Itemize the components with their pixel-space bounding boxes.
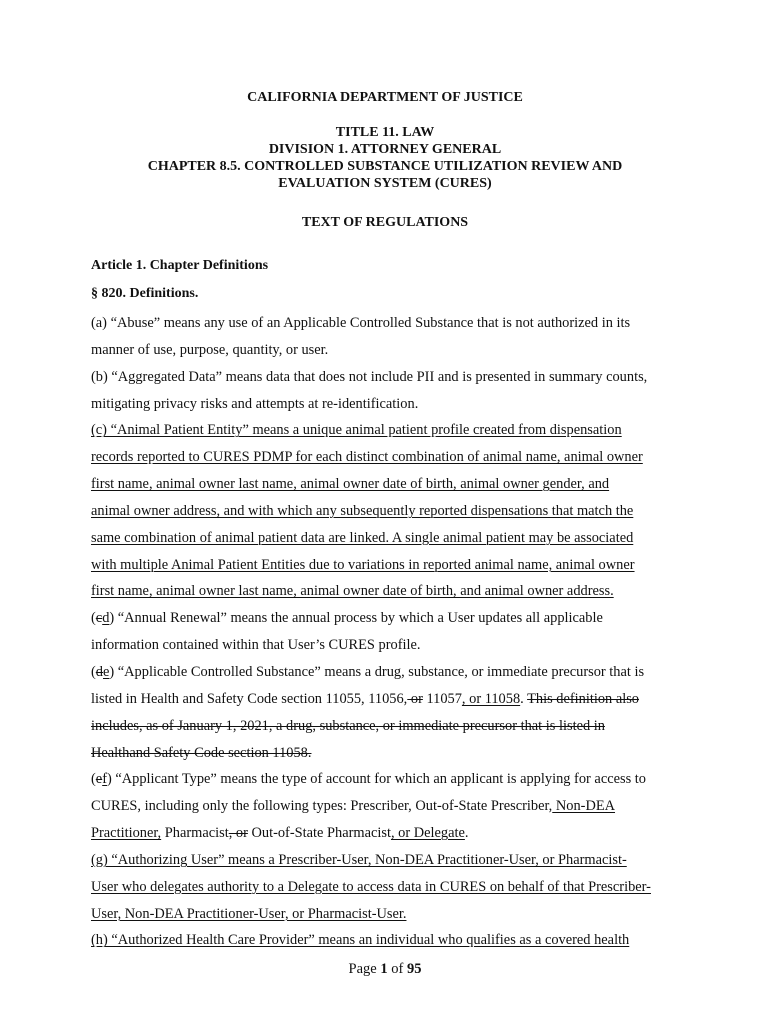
page-number: 1 bbox=[380, 961, 388, 977]
inserted-text: with multiple Animal Patient Entities due to variations in reported animal name, animal owner bbox=[91, 556, 635, 573]
body-text: Pharmacist bbox=[161, 825, 229, 842]
body-line bbox=[91, 686, 681, 713]
body-line bbox=[91, 417, 681, 444]
body-line bbox=[91, 471, 681, 498]
section-heading: § 820. Definitions. bbox=[91, 286, 199, 301]
body-line bbox=[91, 659, 681, 686]
body-text: ( bbox=[91, 771, 96, 788]
body-line bbox=[91, 364, 681, 391]
body-line bbox=[91, 310, 681, 337]
deleted-text: d bbox=[95, 663, 103, 680]
page-total: 95 bbox=[406, 961, 422, 977]
body-text: manner of use, purpose, quantity, or user. bbox=[91, 341, 329, 358]
body-text: information contained within that User’s CURES profile. bbox=[91, 637, 421, 654]
body-line bbox=[91, 901, 681, 928]
title-block bbox=[0, 124, 770, 192]
body-text: mitigating privacy risks and attempts at re-identification. bbox=[91, 395, 419, 412]
inserted-text: e bbox=[103, 663, 110, 680]
inserted-text: User who delegates authority to a Delegate to access data in CURES on behalf of that Prescriber- bbox=[91, 878, 651, 895]
deleted-text: includes, as of January 1, 2021, a drug, substance, or immediate precursor that is listed in bbox=[91, 717, 605, 734]
inserted-text: first name, animal owner last name, animal owner date of birth, and animal owner address. bbox=[91, 583, 614, 600]
inserted-text: Practitioner, bbox=[91, 825, 162, 842]
division-line: DIVISION 1. ATTORNEY GENERAL bbox=[268, 142, 502, 157]
page-label: Page bbox=[348, 961, 381, 977]
inserted-text: first name, animal owner last name, animal owner date of birth, animal owner gender, and bbox=[91, 476, 610, 493]
body-line bbox=[91, 793, 681, 820]
body-text: ( bbox=[91, 610, 96, 627]
body-line bbox=[91, 605, 681, 632]
inserted-text: (c) “Animal Patient Entity” means a unique animal patient profile created from dispensation bbox=[91, 422, 622, 439]
deleted-text: This definition also bbox=[527, 690, 640, 707]
body-text: CURES, including only the following types: Prescriber, Out-of-State Prescriber, bbox=[91, 798, 553, 815]
inserted-text: , or Delegate bbox=[390, 825, 465, 842]
body-line bbox=[91, 444, 681, 471]
inserted-text: records reported to CURES PDMP for each distinct combination of animal name, animal owner bbox=[91, 449, 643, 466]
body-line bbox=[91, 820, 681, 847]
body-line bbox=[91, 498, 681, 525]
body-line bbox=[91, 552, 681, 579]
body-line bbox=[91, 740, 681, 767]
body-text: ) “Applicable Controlled Substance” means a drug, substance, or immediate precursor that is bbox=[109, 663, 645, 680]
inserted-text: (g) “Authorizing User” means a Prescriber-User, Non-DEA Practitioner-User, or Pharmacist- bbox=[91, 851, 627, 868]
body-text: Out-of-State Pharmacist bbox=[247, 825, 391, 842]
body-line bbox=[91, 578, 681, 605]
inserted-text: f bbox=[102, 771, 107, 788]
deleted-text: or bbox=[407, 690, 423, 707]
inserted-text: Non-DEA bbox=[552, 798, 616, 815]
inserted-text: , or 11058 bbox=[461, 690, 521, 707]
body-text: ) “Annual Renewal” means the annual process by which a User updates all applicable bbox=[109, 610, 603, 627]
page-of-label: of bbox=[387, 961, 407, 977]
body-line bbox=[91, 337, 681, 364]
body-line bbox=[91, 391, 681, 418]
inserted-text: User, Non-DEA Practitioner-User, or Pharmacist-User. bbox=[91, 905, 407, 922]
inserted-text: same combination of animal patient data are linked. A single animal patient may be associated bbox=[91, 529, 634, 546]
deleted-text: c bbox=[95, 610, 103, 627]
body-line bbox=[91, 927, 681, 954]
article-heading: Article 1. Chapter Definitions bbox=[91, 258, 269, 273]
body-line bbox=[91, 525, 681, 552]
body-text: (a) “Abuse” means any use of an Applicable Controlled Substance that is not authorized in its bbox=[91, 315, 631, 331]
body-text: . bbox=[464, 825, 469, 842]
body-line bbox=[91, 713, 681, 740]
body-line bbox=[91, 847, 681, 874]
body-text: . bbox=[520, 690, 528, 707]
inserted-text: (h) “Authorized Health Care Provider” means an individual who qualifies as a covered health bbox=[91, 932, 630, 949]
deleted-text: e bbox=[95, 771, 103, 788]
text-of-regulations-heading: TEXT OF REGULATIONS bbox=[301, 215, 469, 230]
body-text: (b) “Aggregated Data” means data that does not include PII and is presented in summary counts, bbox=[91, 368, 648, 385]
agency-heading: CALIFORNIA DEPARTMENT OF JUSTICE bbox=[247, 90, 523, 105]
title-line: TITLE 11. LAW bbox=[335, 125, 435, 140]
page-footer bbox=[0, 961, 770, 978]
inserted-text: d bbox=[102, 610, 110, 627]
chapter-line-continued: EVALUATION SYSTEM (CURES) bbox=[278, 176, 492, 191]
inserted-text: animal owner address, and with which any subsequently reported dispensations that match the bbox=[91, 502, 634, 519]
body-line bbox=[91, 874, 681, 901]
regulation-body bbox=[91, 310, 681, 954]
body-text: 11057 bbox=[422, 690, 462, 707]
body-line bbox=[91, 632, 681, 659]
chapter-line: CHAPTER 8.5. CONTROLLED SUBSTANCE UTILIZATION REVIEW AND bbox=[147, 159, 623, 174]
body-text: listed in Health and Safety Code section 11055, 11056, bbox=[91, 690, 408, 707]
body-text: ( bbox=[91, 663, 96, 680]
body-text: ) “Applicant Type” means the type of account for which an applicant is applying for access to bbox=[106, 771, 646, 788]
deleted-text: Healthand Safety Code section 11058. bbox=[91, 744, 312, 761]
body-line bbox=[91, 766, 681, 793]
deleted-text: , or bbox=[228, 825, 248, 842]
